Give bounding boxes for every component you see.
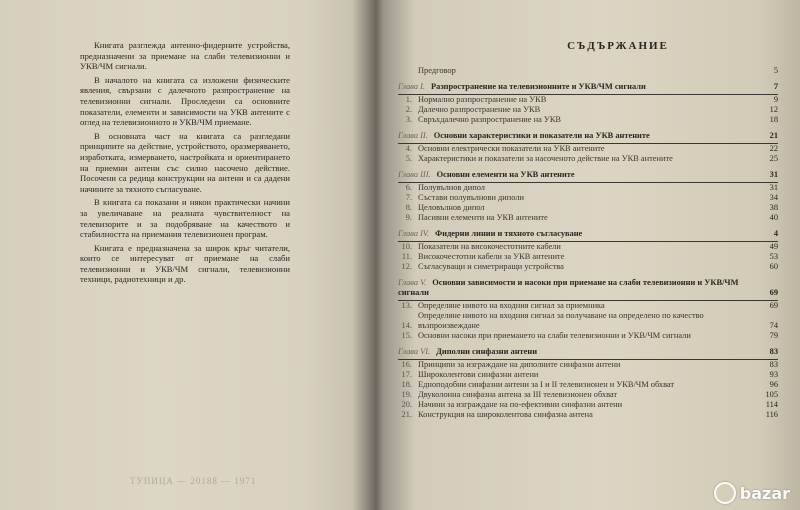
toc-entry-page: 25 (769, 154, 778, 163)
toc-entry-number: 10. (401, 242, 412, 251)
toc-chapter-label: Глава V. (398, 278, 427, 287)
toc-entry (398, 154, 778, 164)
toc-chapter-page: 31 (769, 170, 778, 179)
toc-entry-text: Съгласуващи и симетриращи устройства (418, 262, 564, 271)
toc-entry-page: 69 (769, 301, 778, 310)
toc-entry-text: Определяне нивото на входния сигнал за приемника (418, 301, 605, 310)
toc-chapter (398, 229, 778, 239)
toc-entry-page: 93 (769, 370, 778, 379)
toc-entry-text: Едноподобни синфазни антени за I и II телевизионен и УКВ/ЧМ обхват (418, 380, 675, 389)
toc-entry (398, 390, 778, 400)
toc-entry-page: 38 (769, 203, 778, 212)
toc-chapter-text: Диполни синфазни антени (436, 347, 538, 356)
toc-chapter-text: Основни елементи на УКВ антените (436, 170, 575, 179)
toc-entry (398, 370, 778, 380)
toc-chapter-text: Основни характеристики и показатели на УКВ антените (433, 131, 650, 140)
toc-entry (398, 252, 778, 262)
toc-entry-number: 13. (401, 301, 412, 310)
intro-paragraph: В книгата са показани и някои практически начини за увеличаване на реалната чувствителност на телевизорите и за подобряване на качеството и стабилността на приемания телевизионен програм. (80, 197, 290, 240)
toc-entry-number: 9. (405, 213, 412, 222)
toc-entry-page: 49 (769, 242, 778, 251)
toc-chapter-text: Разпространение на телевизионните и УКВ/ЧМ сигнали (431, 82, 646, 91)
toc-entry (398, 380, 778, 390)
toc-entry-number: 12. (401, 262, 412, 271)
toc-entry-number: 21. (401, 410, 412, 419)
toc-entry-page: 5 (773, 66, 778, 75)
toc-entry-number: 20. (401, 400, 412, 409)
toc-entry-text: Основни насоки при приемането на слаби телевизионни и УКВ/ЧМ сигнали (418, 331, 691, 340)
bleed-through-footer: ТУПИЦА — 20188 — 1971 (130, 476, 257, 486)
toc-entry-text: Принципи за изграждане на диполните синфазни антени (418, 360, 621, 369)
right-page (378, 0, 800, 510)
toc-entry (398, 115, 778, 125)
toc-entry-text: Свръхдалечно разпространение на УКВ (418, 115, 561, 124)
toc-entry-text: Нормално разпространение на УКВ (418, 95, 547, 104)
toc-chapter-label: Глава VI. (398, 347, 431, 356)
toc-entry (398, 213, 778, 223)
watermark-text: bazar (739, 483, 790, 503)
toc-entry-page: 74 (769, 321, 778, 330)
toc-entry-page: 114 (765, 400, 778, 409)
toc-chapter-page: 4 (773, 229, 778, 238)
toc-entry-number: 1. (405, 95, 412, 104)
toc-chapter-label: Глава I. (398, 82, 426, 91)
toc-entry-page: 83 (769, 360, 778, 369)
intro-paragraph: В основната част на книгата са разгледани принципите на действие, устройството, оразмеряването, изработката, измерването, настройката и ориентирането на приемни антени със силно насочено действие. Посочени са редица конструкции на антени и са дадени начините за тяхното съгласуване. (80, 130, 290, 194)
toc-entry (398, 105, 778, 115)
toc-entry-text: Определяне нивото на входния сигнал за получаване на определено по качество възпроизвеждане (418, 311, 704, 330)
watermark (714, 482, 790, 504)
toc-entry-number: 19. (401, 390, 412, 399)
toc-entry (398, 203, 778, 213)
toc-entry-page: 40 (769, 213, 778, 222)
toc-entry-number: 8. (405, 203, 412, 212)
toc-chapter (398, 278, 778, 298)
table-of-contents (398, 66, 778, 420)
toc-entry-number: 6. (405, 183, 412, 192)
toc-entry-page: 53 (769, 252, 778, 261)
toc-title: СЪДЪРЖАНИЕ (567, 40, 669, 52)
toc-entry-text: Полувълнов дипол (418, 183, 485, 192)
toc-entry (398, 183, 778, 193)
toc-entry-page: 116 (765, 410, 778, 419)
toc-entry-page: 60 (769, 262, 778, 271)
toc-entry (398, 193, 778, 203)
toc-chapter (398, 347, 778, 357)
toc-entry-text: Конструкция на широколентова синфазна антена (418, 410, 593, 419)
toc-entry-text: Пасивни елементи на УКВ антените (418, 213, 548, 222)
toc-entry-number: 11. (401, 252, 412, 261)
toc-entry-text: Далечно разпространение на УКВ (418, 105, 541, 114)
toc-entry (398, 144, 778, 154)
toc-entry-page: 22 (769, 144, 778, 153)
toc-chapter-label: Глава III. (398, 170, 431, 179)
toc-entry-page: 105 (765, 390, 778, 399)
toc-entry-page: 18 (769, 115, 778, 124)
toc-entry-page: 9 (773, 95, 778, 104)
toc-entry (398, 360, 778, 370)
toc-entry-text: Начини за изграждане на по-ефективни синфазни антени (418, 400, 623, 409)
toc-entry-number: 18. (401, 380, 412, 389)
intro-paragraph: Книгата разглежда антенно-фидерните устройства, предназначени за приемане на слаби телевизионни и УКВ/ЧМ сигнали. (80, 40, 290, 72)
toc-entry (398, 301, 778, 311)
intro-text (80, 40, 290, 288)
toc-chapter-text: Фидерни линии и тяхното съгласуване (435, 229, 583, 238)
toc-chapter-label: Глава II. (398, 131, 428, 140)
toc-entry-page: 12 (769, 105, 778, 114)
toc-chapter-page: 83 (769, 347, 778, 356)
toc-entry-number: 14. (401, 321, 412, 330)
toc-chapter-page: 21 (769, 131, 778, 140)
toc-entry-text: Широколентови синфазни антени (418, 370, 539, 379)
toc-chapter-label: Глава IV. (398, 229, 430, 238)
toc-entry-number: 5. (405, 154, 412, 163)
toc-entry-text: Показатели на високочестотните кабели (418, 242, 561, 251)
bazar-logo-icon (714, 482, 736, 504)
left-page (0, 0, 372, 510)
toc-entry (398, 410, 778, 420)
toc-entry (398, 331, 778, 341)
toc-chapter (398, 82, 778, 92)
toc-entry-page: 34 (769, 193, 778, 202)
intro-paragraph: Книгата е предназначена за широк кръг читатели, които се интересуват от приемане на слаби телевизионни и УКВ/ЧМ сигнали, телевизионни техници, радиотехници и др. (80, 242, 290, 285)
toc-entry-text: Високочестотни кабели за УКВ антените (418, 252, 565, 261)
toc-entry (398, 66, 778, 76)
toc-entry-page: 31 (769, 183, 778, 192)
toc-entry (398, 95, 778, 105)
toc-chapter (398, 170, 778, 180)
toc-entry-number: 16. (401, 360, 412, 369)
toc-entry-number: 7. (405, 193, 412, 202)
toc-chapter (398, 131, 778, 141)
toc-entry-number: 15. (401, 331, 412, 340)
toc-chapter-page: 69 (769, 288, 778, 297)
toc-entry-text: Характеристики и показатели за насоченото действие на УКВ антените (418, 154, 673, 163)
toc-entry-number: 2. (405, 105, 412, 114)
toc-entry-text: Предговор (418, 66, 456, 75)
toc-entry-page: 96 (769, 380, 778, 389)
toc-entry-text: Двуколонна синфазна антена за III телевизионен обхват (418, 390, 618, 399)
toc-entry-text: Състави полувълнови диполи (418, 193, 524, 202)
toc-entry-number: 17. (401, 370, 412, 379)
intro-paragraph: В началото на книгата са изложени физическите явления, свързани с далечното разпространение на телевизионни сигнали. Проследени са основните показатели, елементи и зависимости на УКВ антените с оглед на телевизионното и УКВ/ЧМ приемане. (80, 74, 290, 128)
toc-entry (398, 242, 778, 252)
toc-entry (398, 311, 778, 331)
toc-entry (398, 262, 778, 272)
toc-entry-page: 79 (769, 331, 778, 340)
toc-entry-number: 4. (405, 144, 412, 153)
toc-chapter-text: Основни зависимости и насоки при приемане на слаби телевизионни и УКВ/ЧМ сигнали (398, 278, 739, 297)
toc-entry-text: Целовълнов дипол (418, 203, 485, 212)
toc-entry-text: Основни електрически показатели на УКВ антените (418, 144, 605, 153)
toc-entry-number: 3. (405, 115, 412, 124)
toc-entry (398, 400, 778, 410)
toc-chapter-page: 7 (773, 82, 778, 91)
